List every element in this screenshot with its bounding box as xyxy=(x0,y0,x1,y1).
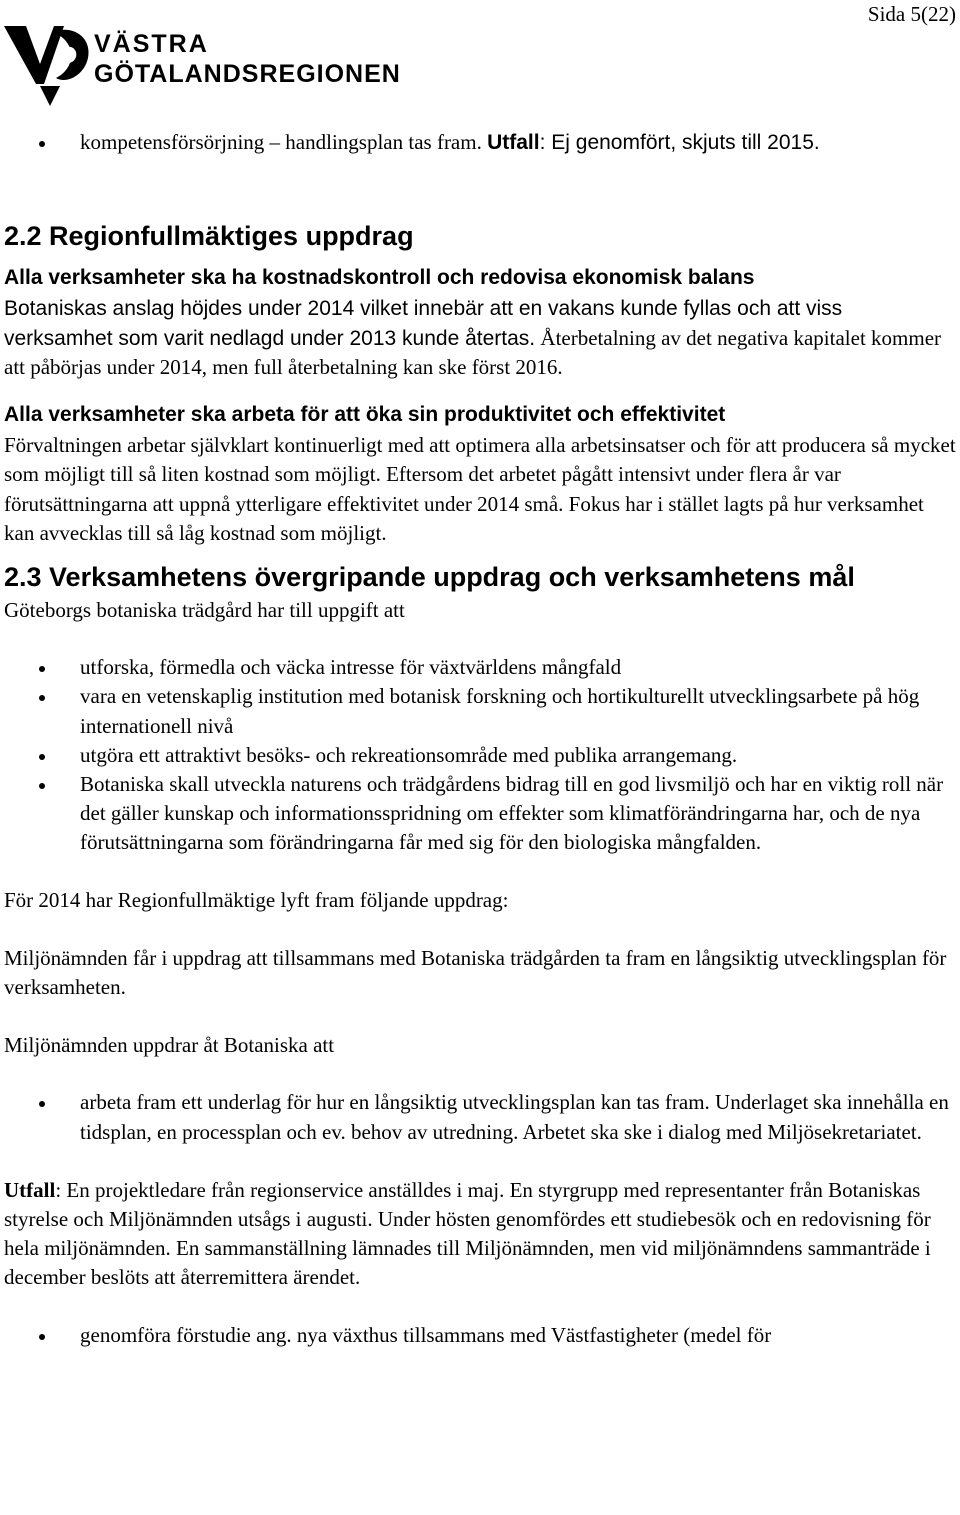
paragraph-2014: För 2014 har Regionfullmäktige lyft fram följande uppdrag: xyxy=(4,887,509,912)
section-heading-2-3: 2.3 Verksamhetens övergripande uppdrag och verksamhetens mål xyxy=(4,562,855,593)
list-item: arbeta fram ett underlag för hur en långsiktig utvecklingsplan kan tas fram. Underlaget ska innehålla en tidsplan, en processplan och ev. behov av utredning. Arbetet ska ske i dialog med Miljösekretariatet. xyxy=(4,1088,956,1146)
paragraph-outcome: Utfall: En projektledare från regionservice anställdes i maj. En styrgrupp med representanter från Botaniskas styrelse och Miljönämnden utsågs i augusti. Under hösten genomfördes ett studiebesök och en redovisning för hela miljönämnden. En sammanställning lämnades till Miljönämnden, men vid miljönämndens sammanträde i december beslöts att återremittera ärendet. xyxy=(4,1177,931,1290)
paragraph-miljonamnden-assignment: Miljönämnden får i uppdrag att tillsammans med Botaniska trädgården ta fram en långsiktig utvecklingsplan för verksamheten. xyxy=(4,945,947,1000)
paragraph-productivity: Förvaltningen arbetar självklart kontinuerligt med att optimera alla arbetsinsatser och för att producera så mycket som möjligt till så liten kostnad som möjligt. Eftersom det arbetet pågått intensivt under flera år var förutsättningarna att uppnå ytterligare effektivitet under 2014 små. Fokus har i stället lagts på hur verksamhet kan avvecklas till så låg kostnad som möjligt. xyxy=(4,433,956,545)
list-item: Botaniska skall utveckla naturens och trädgårdens bidrag till en god livsmiljö och har en viktig roll när det gäller kunskap och informationsspridning om effekter som klimatförändringarna har, och de nya förutsättningarna som förändringarna får med sig för den biologiska mångfalden. xyxy=(4,770,956,858)
paragraph-intro: Göteborgs botaniska trädgård har till uppgift att xyxy=(4,598,405,623)
list-item: vara en vetenskaplig institution med botanisk forskning och hortikulturellt utvecklingsarbete på hög internationell nivå xyxy=(4,682,956,740)
final-bullet-list xyxy=(4,1321,956,1350)
list-item: genomföra förstudie ang. nya växthus tillsammans med Västfastigheter (medel för xyxy=(4,1321,956,1350)
paragraph-miljonamnden-commission: Miljönämnden uppdrar åt Botaniska att xyxy=(4,1033,335,1058)
logo-text-gotalandsregionen: GÖTALANDSREGIONEN xyxy=(94,60,401,88)
assignment-bullet-list xyxy=(4,1088,956,1146)
list-item: utforska, förmedla och väcka intresse för växtvärldens mångfald xyxy=(4,653,956,682)
section-heading-2-2: 2.2 Regionfullmäktiges uppdrag xyxy=(4,221,414,252)
outcome-label: Utfall xyxy=(487,131,540,154)
logo-text-vastra: VÄSTRA xyxy=(94,30,209,58)
outcome-label: Utfall xyxy=(4,1177,56,1202)
document-body xyxy=(4,128,956,1350)
vastra-gotalandsregionen-logo xyxy=(4,22,401,110)
mission-bullet-list xyxy=(4,653,956,857)
page-number: Sida 5(22) xyxy=(867,2,956,26)
list-item: kompetensförsörjning – handlingsplan tas fram. Utfall: Ej genomfört, skjuts till 2015. xyxy=(4,128,956,157)
top-bullet-list xyxy=(4,128,956,157)
list-item: utgöra ett attraktivt besöks- och rekreationsområde med publika arrangemang. xyxy=(4,741,956,770)
logo-emblem-icon xyxy=(4,22,92,110)
paragraph-budget: Botaniskas anslag höjdes under 2014 vilket innebär att en vakans kunde fyllas och att viss verksamhet som varit nedlagd under 2013 kunde återtas. Återbetalning av det negativa kapitalet kommer att påbörjas under 2014, men full återbetalning kan ske först 2016. xyxy=(4,297,942,379)
subheading-productivity: Alla verksamheter ska arbeta för att öka sin produktivitet och effektivitet xyxy=(4,403,726,427)
subheading-cost-control: Alla verksamheter ska ha kostnadskontroll och redovisa ekonomisk balans xyxy=(4,266,755,290)
